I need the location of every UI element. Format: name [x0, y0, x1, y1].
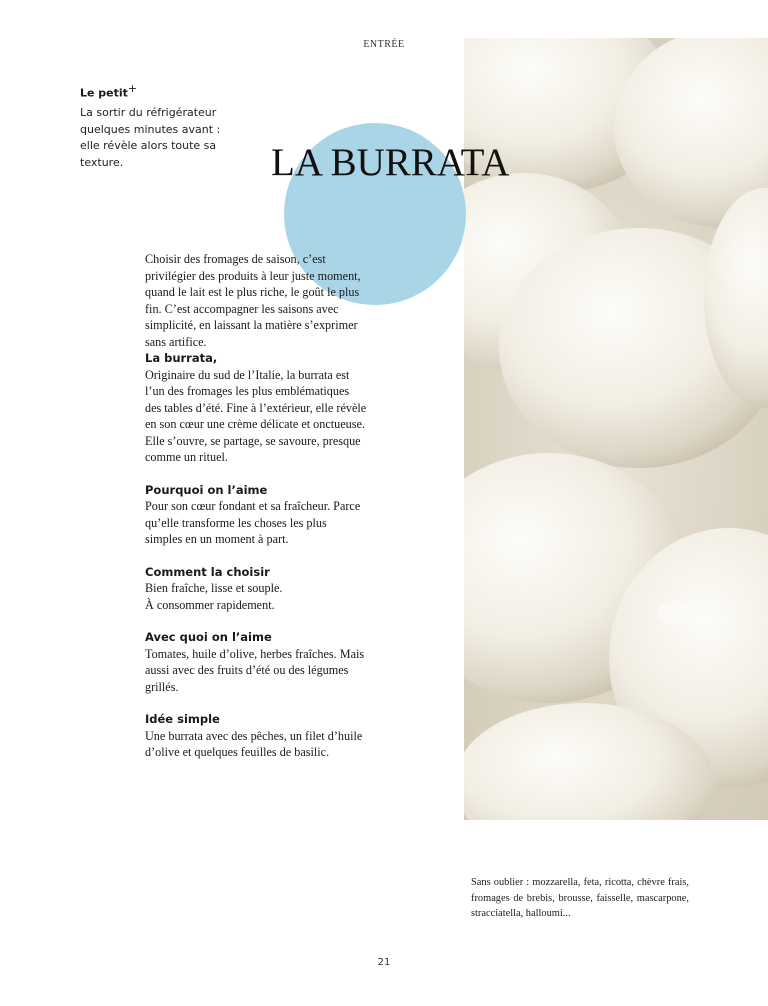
choose-line-2: À consommer rapidement.	[145, 597, 275, 612]
choose-line-1: Bien fraîche, lisse et souple.	[145, 581, 283, 595]
pairing-paragraph: Tomates, huile d’olive, herbes fraîches. Mais aussi avec des fruits d’été ou des légumes grillés.	[145, 646, 365, 694]
pairing-heading: Avec quoi on l’aime	[145, 630, 272, 644]
tip-heading-text: Le petit	[80, 86, 128, 100]
intro-paragraph: Choisir des fromages de saison, c’est privilégier des produits à leur juste moment, quand le lait est le plus riche, le goût le plus fin. C’est accompagner les saisons avec simplicité, en laissant la matière s’exprimer sans artifice.	[145, 252, 361, 349]
idea-heading: Idée simple	[145, 712, 220, 726]
section-label: ENTRÉE	[363, 39, 405, 50]
tip-heading	[80, 82, 137, 100]
idea-paragraph: Une burrata avec des pêches, un filet d’huile d’olive et quelques feuilles de basilic.	[145, 728, 363, 759]
tip-text: La sortir du réfrigérateur quelques minutes avant : elle révèle alors toute sa texture.	[80, 106, 221, 169]
burrata-heading: La burrata,	[145, 351, 218, 365]
article-body	[145, 251, 367, 761]
page-title: LA BURRATA	[271, 141, 510, 184]
why-heading: Pourquoi on l’aime	[145, 482, 268, 497]
burrata-paragraph: Originaire du sud de l’Italie, la burrata est l’un des fromages les plus emblématiques des tables d’été. Fine à l’extérieur, elle révèle en son cœur une crème délicate et onctueuse.	[145, 367, 367, 431]
footnote: Sans oublier : mozzarella, feta, ricotta, chèvre frais, fromages de brebis, brousse, faisselle, mascarpone, stracciatella, halloumi...	[471, 877, 689, 919]
burrata-photo	[464, 38, 768, 820]
burrata-ritual-paragraph: Elle s’ouvre, se partage, se savoure, presque comme un rituel.	[145, 433, 361, 464]
page-number: 21	[377, 957, 391, 968]
tip-mark: +	[127, 82, 138, 95]
choose-heading: Comment la choisir	[145, 564, 270, 579]
why-paragraph: Pour son cœur fondant et sa fraîcheur. Parce qu’elle transforme les choses les plus simples en un moment à part.	[145, 499, 361, 546]
